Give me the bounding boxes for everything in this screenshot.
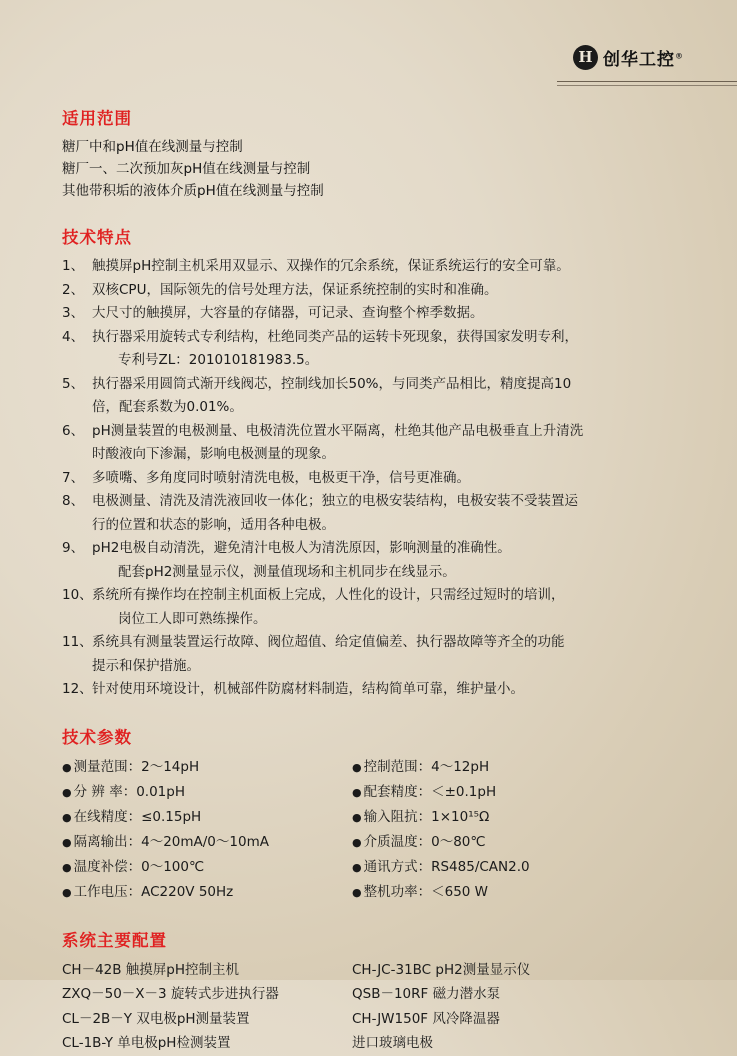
feature-text	[92, 678, 702, 702]
feature-item	[62, 490, 702, 537]
logo-mark-icon: H	[573, 45, 598, 70]
logo-divider	[557, 81, 737, 82]
feature-text-main: 触摸屏pH控制主机采用双显示、双操作的冗余系统，保证系统运行的安全可靠。	[92, 258, 570, 274]
parameter-row	[352, 880, 682, 905]
feature-number: 10、	[62, 587, 93, 603]
feature-text-main: 系统所有操作均在控制主机面板上完成，人性化的设计，只需经过短时的培训，	[92, 587, 565, 603]
bullet-icon: ●	[62, 835, 72, 849]
feature-text-continued: 行的位置和状态的影响，适用各种电极。	[92, 516, 335, 533]
feature-item	[62, 255, 702, 279]
parameter-row	[62, 805, 352, 830]
bullet-icon: ●	[352, 885, 362, 899]
configuration-column-right	[352, 958, 682, 1056]
feature-number: 1、	[62, 258, 85, 274]
feature-text	[92, 255, 702, 279]
parameter-text: 隔离输出：4～20mA/0～10mA	[73, 833, 269, 850]
parameters-table	[62, 755, 702, 905]
feature-item	[62, 467, 702, 491]
configuration-row: QSB－10RF 磁力潜水泵	[352, 986, 501, 1002]
feature-item	[62, 420, 702, 467]
feature-text-continued: 倍，配套系数为0.01%。	[92, 399, 243, 415]
parameter-text: 输入阻抗：1×10¹⁵Ω	[363, 808, 490, 825]
parameter-text: 在线精度：≤0.15pH	[73, 808, 202, 825]
bullet-icon: ●	[352, 835, 362, 849]
feature-text-main: 大尺寸的触摸屏，大容量的存储器，可记录、查询整个榨季数据。	[92, 305, 484, 321]
feature-text-main: 针对使用环境设计，机械部件防腐材料制造，结构简单可靠，维护量小。	[92, 681, 524, 697]
feature-text	[92, 302, 702, 326]
feature-number: 4、	[62, 328, 85, 345]
feature-text	[92, 631, 702, 678]
feature-text-main: pH2电极自动清洗，避免清汁电极人为清洗原因，影响测量的准确性。	[92, 540, 511, 556]
features-list	[62, 255, 702, 702]
scope-line: 其他带积垢的液体介质pH值在线测量与控制	[62, 183, 324, 199]
configuration-table	[62, 958, 702, 1056]
parameter-row	[352, 830, 682, 855]
bullet-icon: ●	[62, 810, 72, 824]
bullet-icon: ●	[62, 760, 72, 774]
parameter-text: 温度补偿：0～100℃	[73, 858, 205, 875]
parameter-row	[62, 830, 352, 855]
feature-number: 12、	[62, 681, 93, 697]
feature-text-main: 多喷嘴、多角度同时喷射清洗电极，电极更干净，信号更准确。	[92, 469, 470, 486]
parameter-row	[352, 805, 682, 830]
feature-text-continued: 岗位工人即可熟练操作。	[118, 610, 267, 627]
feature-item	[62, 326, 702, 373]
parameter-row	[62, 780, 352, 805]
feature-number: 5、	[62, 375, 85, 392]
logo-company-name: 创华工控	[603, 49, 675, 70]
feature-text	[92, 467, 702, 491]
feature-text	[92, 279, 702, 303]
parameter-text: 工作电压：AC220V 50Hz	[73, 883, 234, 900]
configuration-row: ZXQ－50－X－3 旋转式步进执行器	[62, 986, 279, 1002]
bullet-icon: ●	[352, 810, 362, 824]
logo-text	[603, 45, 684, 70]
parameters-column-right	[352, 755, 682, 905]
feature-item	[62, 279, 702, 303]
feature-text	[92, 420, 702, 467]
configuration-row: CH－42B 触摸屏pH控制主机	[62, 961, 240, 978]
feature-item	[62, 537, 702, 584]
feature-item	[62, 302, 702, 326]
feature-item	[62, 631, 702, 678]
parameter-text: 通讯方式：RS485/CAN2.0	[363, 858, 530, 875]
parameter-row	[352, 855, 682, 880]
feature-text-main: 电极测量、清洗及清洗液回收一体化；独立的电极安装结构，电极安装不受装置运	[92, 493, 578, 509]
logo-divider-secondary	[557, 85, 737, 86]
configuration-column-left	[62, 958, 352, 1056]
feature-text-main: 执行器采用圆筒式渐开线阀芯，控制线加长50%，与同类产品相比，精度提高10	[92, 375, 572, 392]
parameter-text: 整机功率：＜650 W	[363, 883, 489, 900]
parameter-row	[62, 855, 352, 880]
feature-number: 6、	[62, 422, 85, 439]
configuration-row: CL－2B－Y 双电极pH测量装置	[62, 1010, 250, 1027]
bullet-icon: ●	[62, 860, 72, 874]
feature-text-main: pH测量装置的电极测量、电极清洗位置水平隔离，杜绝其他产品电极垂直上升清洗	[92, 422, 584, 439]
feature-item	[62, 678, 702, 702]
feature-item	[62, 373, 702, 420]
feature-item	[62, 584, 702, 631]
feature-text-main: 双核CPU，国际领先的信号处理方法，保证系统控制的实时和准确。	[92, 281, 498, 298]
feature-text-main: 系统具有测量装置运行故障、阀位超值、给定值偏差、执行器故障等齐全的功能	[92, 634, 565, 650]
parameters-column-left	[62, 755, 352, 905]
feature-text-continued: 时酸液向下渗漏，影响电极测量的现象。	[92, 446, 335, 462]
feature-text-continued: 提示和保护措施。	[92, 657, 200, 674]
section-title-features: 技术特点	[62, 228, 132, 247]
feature-number: 9、	[62, 540, 85, 556]
feature-number: 2、	[62, 281, 85, 298]
feature-text-continued: 专利号ZL：201010181983.5。	[118, 352, 319, 368]
parameter-row	[352, 780, 682, 805]
feature-number: 8、	[62, 493, 85, 509]
configuration-row: 进口玻璃电极	[352, 1035, 433, 1051]
parameter-text: 控制范围：4～12pH	[363, 758, 490, 775]
scope-line: 糖厂中和pH值在线测量与控制	[62, 139, 243, 155]
feature-text	[92, 326, 702, 373]
feature-text	[92, 373, 702, 420]
scope-line: 糖厂一、二次预加灰pH值在线测量与控制	[62, 161, 311, 177]
feature-text	[92, 537, 702, 584]
parameter-text: 介质温度：0～80℃	[363, 833, 486, 850]
feature-number: 7、	[62, 469, 85, 486]
configuration-row: CH-JW150F 风冷降温器	[352, 1010, 500, 1027]
section-title-parameters: 技术参数	[62, 727, 132, 747]
feature-number: 3、	[62, 305, 85, 321]
company-logo	[557, 38, 737, 76]
parameter-text: 测量范围：2～14pH	[73, 758, 200, 775]
registered-trademark-icon: ®	[675, 50, 684, 60]
feature-number: 11、	[62, 634, 93, 650]
bullet-icon: ●	[352, 785, 362, 799]
section-title-scope: 适用范围	[62, 109, 132, 128]
bullet-icon: ●	[352, 760, 362, 774]
feature-text-continued: 配套pH2测量显示仪，测量值现场和主机同步在线显示。	[118, 563, 456, 580]
configuration-row: CH-JC-31BC pH2测量显示仪	[352, 961, 531, 978]
configuration-row: CL-1B-Y 单电极pH检测装置	[62, 1035, 231, 1051]
parameter-row	[62, 755, 352, 780]
document-body	[62, 105, 702, 1056]
bullet-icon: ●	[62, 785, 72, 799]
feature-text	[92, 490, 702, 537]
bullet-icon: ●	[62, 885, 72, 899]
section-title-configuration: 系统主要配置	[62, 930, 167, 950]
parameter-row	[352, 755, 682, 780]
scope-list	[62, 136, 702, 202]
parameter-text: 分 辨 率：0.01pH	[73, 783, 185, 800]
bullet-icon: ●	[352, 860, 362, 874]
parameter-text: 配套精度：＜±0.1pH	[363, 783, 497, 800]
feature-text	[92, 584, 702, 631]
parameter-row	[62, 880, 352, 905]
feature-text-main: 执行器采用旋转式专利结构，杜绝同类产品的运转卡死现象，获得国家发明专利，	[92, 328, 578, 345]
